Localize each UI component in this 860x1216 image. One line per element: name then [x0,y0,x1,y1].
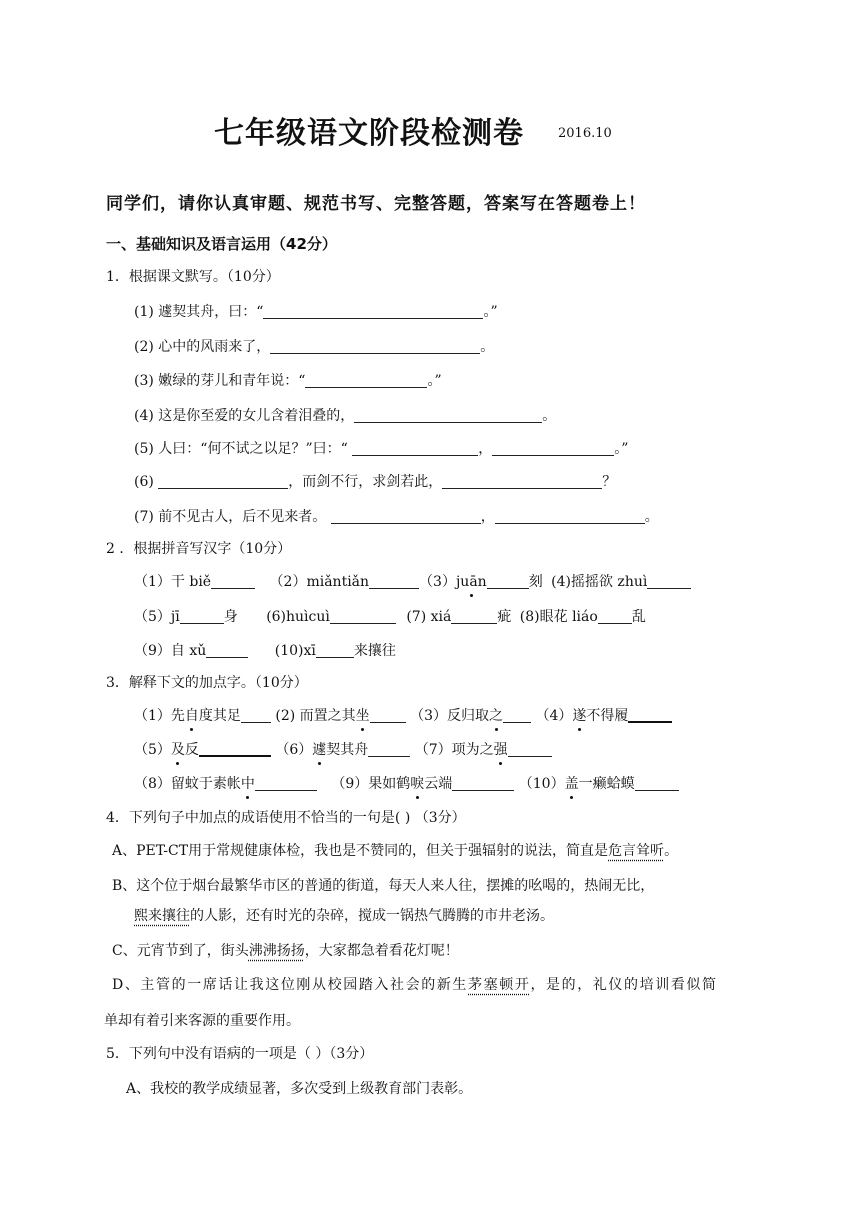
q1-item-text: ， [480,509,495,525]
q3-row-1 [134,706,672,726]
q3-item-text: 契其舟 [326,742,369,758]
q2-item-text: 来攘往 [353,643,396,659]
q1-item-6 [134,472,616,492]
q2-item-text: （5）jī [134,609,180,625]
answer-blank [451,609,497,624]
q2-row-3 [134,641,396,661]
q2-item-text: 乱 [631,609,646,625]
q2-item-text: (7) xiá [406,609,452,625]
q4-option-text: 。 [664,843,679,859]
q3-dotted-char: 之 [489,708,504,724]
q2-item-text: 身 [223,609,238,625]
q3-dotted-char: 自 [184,708,199,724]
q4-option-text: D、主管的一席话让我这位刚从校园踏入社会的新生 [112,977,469,993]
q2-title: 2 ．根据拼音写汉字（10分） [106,541,292,557]
q2-item-text: (10)xī [274,643,316,659]
q1-item-text: 。” [614,441,629,457]
q1-item-text: 。” [427,373,442,389]
q4-option-text: C、元宵节到了，街头 [112,943,249,959]
q1-item-text: (6) [134,474,159,490]
q1-item-3 [134,371,442,391]
q4-dotted-text: 茅塞顿开 [468,977,531,993]
q4-dotted-text: 熙来攘往 [134,908,190,924]
answer-blank [370,708,406,723]
answer-blank [199,741,271,757]
q4-option-text: ，是的，礼仪的培训看似简 [530,977,718,993]
q4-option-a [112,841,678,861]
q2-item-text: 刻 [528,574,543,590]
q3-item-text: （5） [134,742,171,758]
answer-blank [452,776,514,791]
q3-item-text: 一癞蛤蟆 [578,776,635,792]
q1-item-1 [134,302,498,322]
answer-blank [211,574,255,589]
answer-blank [369,574,419,589]
answer-blank [487,574,529,589]
q1-item-5 [134,439,628,459]
answer-blank [352,441,478,456]
answer-blank [495,509,645,524]
q1-item-text: (2) 心中的风雨来了， [134,339,271,355]
q3-title: 3．解释下文的加点字。（10分） [106,675,308,691]
q1-item-text: (5) 人曰：“何不试之以足？”曰：“ [134,441,353,457]
q3-dotted-char: 遽 [312,742,327,758]
q1-item-7 [134,507,659,527]
answer-blank [158,474,288,489]
q3-item-text: （6） [275,742,313,758]
q1-item-text: 。 [480,339,495,355]
answer-blank [354,408,542,423]
q2-item-text: （3） [419,574,456,590]
q3-item-text: 反 [184,742,199,758]
section-title: 一、基础知识及语言运用（42分） [106,235,337,253]
q4-option-b-line2 [134,906,554,926]
q4-option-d [112,975,718,995]
q3-item-text: （10） [518,776,565,792]
q4-option-c [112,941,459,961]
q3-item-text: （9）果如鹤 [331,776,411,792]
answer-blank [331,509,481,524]
q1-item-4 [134,406,556,426]
q1-item-text: (7) 前不见古人，后不见来者。 [134,509,331,525]
q3-dotted-char: 坐 [355,708,370,724]
answer-blank [180,609,224,624]
q3-dotted-char: 及 [170,742,185,758]
q1-item-2 [134,337,494,357]
q4-option-d-line2: 单却有着引来客源的重要作用。 [104,1013,300,1029]
q1-title: 1．根据课文默写。（10分） [106,269,280,285]
q2-item-text: （2）miǎntiǎn [269,574,370,590]
q4-dotted-idiom [608,843,664,859]
answer-blank [368,742,410,757]
q4-option-text: A、PET-CT用于常规健康体检，我也是不赞同的，但关于强辐射的说法，简直是 [112,843,609,859]
q3-dotted-char: 遂 [572,708,587,724]
q1-item-text: (4) 这是你至爱的女儿含着泪叠的， [134,408,355,424]
q3-item-text: (2) 而置之其 [275,708,356,724]
q3-item-text: （3）反归取 [410,708,490,724]
header [214,108,612,152]
q5-title: 5．下列句中没有语病的一项是（ ）（3分） [106,1046,374,1062]
page-title: 七年级语文阶段检测卷 [214,116,524,151]
q1-item-text: ？ [602,474,617,490]
answer-blank [628,707,672,723]
q1-item-text: (3) 嫩绿的芽儿和青年说：“ [134,373,306,389]
answer-blank [263,304,483,319]
answer-blank [305,373,427,388]
answer-blank [241,708,271,723]
answer-blank [206,643,248,658]
q2-item-text: (4)摇摇欲 zhuì [551,574,648,590]
q2-item-text: （1）干 biě [134,574,212,590]
answer-blank [635,776,679,791]
q1-item-text: 。” [483,304,498,320]
q4-option-text: ，大家都急着看花灯呢！ [304,943,459,959]
q4-dotted-text: 危言耸听 [608,843,665,859]
answer-blank [598,609,632,624]
answer-blank [316,643,354,658]
q1-item-text: ， [478,441,493,457]
q1-item-text: 。 [644,509,659,525]
answer-blank [492,441,614,456]
q3-item-text: 不得履 [586,708,629,724]
q5-option-a: A、我校的教学成绩显著，多次受到上级教育部门表彰。 [126,1081,473,1097]
exam-date: 2016.10 [558,126,612,141]
q3-dotted-char: 盖 [564,776,579,792]
q1-item-text: 。 [542,408,557,424]
q3-item-text: 云端 [424,776,453,792]
q4-dotted-text: 沸沸扬扬 [248,943,305,959]
answer-blank [255,776,317,791]
q1-item-text: (1) 遽契其舟，曰：“ [134,304,264,320]
q4-option-b-line1: B、这个位于烟台最繁华市区的普通的街道，每天人来人往，摆摊的吆喝的，热闹无比， [112,878,655,894]
q2-item-text: （9）自 xǔ [134,643,207,659]
q3-dotted-char: 强 [493,742,508,758]
instruction: 同学们，请你认真审题、规范书写、完整答题，答案写在答题卷上！ [106,194,646,214]
q3-dotted-char: 唳 [410,776,425,792]
answer-blank [270,339,480,354]
q4-title: 4．下列句子中加点的成语使用不恰当的一句是( ) （3分） [106,810,466,826]
answer-blank [330,609,396,624]
q4-option-text: 的人影，还有时光的杂碎，搅成一锅热气腾腾的市井老汤。 [190,908,554,924]
q2-row-1 [134,572,691,592]
q2-row-2 [134,607,646,627]
q3-row-3 [134,774,679,794]
q2-pinyin-dotted: juān [455,574,487,590]
answer-blank [503,708,531,723]
answer-blank [647,574,691,589]
q1-item-text: ，而剑不行，求剑若此， [288,474,443,490]
q3-item-text: （4） [535,708,573,724]
q3-dotted-char: 中 [240,776,255,792]
q2-item-text: (6)huìcuì [266,609,330,625]
q3-item-text: 度其足 [198,708,241,724]
answer-blank [508,742,552,757]
q2-item-text: (8)眼花 liáo [519,609,598,625]
q3-item-text: （7）项为之 [414,742,494,758]
q3-row-2 [134,740,552,760]
q3-item-text: （1）先 [134,708,185,724]
q2-item-text: 疵 [497,609,512,625]
q3-item-text: （8）留蚊于素帐 [134,776,241,792]
answer-blank [442,474,602,489]
